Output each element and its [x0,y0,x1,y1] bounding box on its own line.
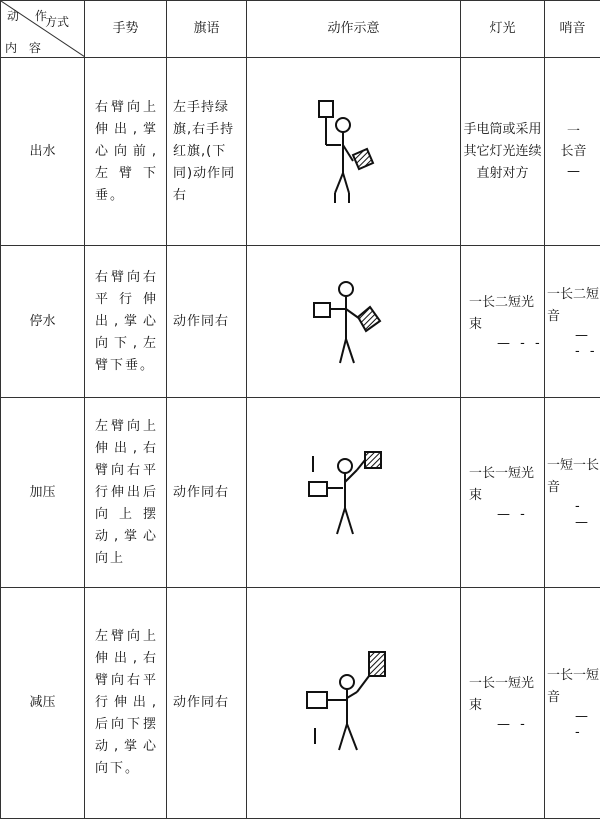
light-text: 一长一短光束 [469,466,534,503]
whistle-cell [545,588,600,819]
figure-head [340,675,354,689]
content-cell: 停水 [1,246,85,398]
red-flag-shape [365,452,381,468]
diagram-cell [247,246,461,398]
gesture-cell: 左臂向上伸出,右臂向右平行伸出,后向下摆动,掌心向下。 [85,588,167,819]
header-row [1,1,600,58]
water-stop-figure [304,277,404,367]
header-gesture: 手势 [85,1,167,58]
table-row-pressure-up [1,398,600,588]
flag-cell: 左手持绿旗,右手持红旗,(下同)动作同右 [167,58,247,246]
light-pattern: — - - [469,336,544,352]
whistle-cell [545,246,600,398]
light-text: 一长二短光束 [469,295,534,332]
whistle-cell [545,398,600,588]
diagram-cell [247,398,461,588]
corner-action-label: 动 作 [7,5,53,27]
table-row-pressure-down [1,588,600,819]
red-flag-shape [353,149,373,169]
green-flag-shape [307,692,327,708]
light-cell [461,398,545,588]
corner-header-cell [1,1,85,58]
corner-content-label: 内 容 [5,37,45,59]
green-flag-shape [314,303,330,317]
figure-head [339,282,353,296]
gesture-cell: 左臂向上伸出,右臂向右平行伸出后向上摆动,掌心向上 [85,398,167,588]
light-text: 一长一短光束 [469,676,534,713]
header-diagram: 动作示意 [247,1,461,58]
header-whistle: 哨音 [545,1,600,58]
corner-method-label: 方式 [45,11,69,33]
diagram-cell [247,588,461,819]
gesture-cell: 右臂向上伸出,掌心向前,左臂下垂。 [85,58,167,246]
content-cell: 出水 [1,58,85,246]
whistle-pattern: - — [547,499,600,531]
whistle-pattern: — - [547,709,600,741]
whistle-text: 一长一短音 [547,668,599,705]
figure-head [336,118,350,132]
content-cell: 减压 [1,588,85,819]
whistle-pattern: — - - [547,328,600,360]
light-pattern: — - [469,507,544,523]
red-flag-shape [369,652,385,676]
diagram-cell [247,58,461,246]
whistle-text: 一短一长音 [547,458,599,495]
content-cell: 加压 [1,398,85,588]
gesture-cell: 右臂向右平行伸出,掌心向下,左臂下垂。 [85,246,167,398]
header-light: 灯光 [461,1,545,58]
green-flag-shape [309,482,327,496]
header-flag-signal: 旗语 [167,1,247,58]
whistle-cell: 一 长音 — [545,58,600,246]
red-flag-shape [358,307,380,331]
water-out-figure [309,97,399,207]
light-pattern: — - [469,717,544,733]
flag-cell: 动作同右 [167,246,247,398]
whistle-text: 一长二短音 [547,287,599,324]
pressure-down-figure [299,648,409,758]
table-row-water-stop [1,246,600,398]
pressure-up-figure [299,448,409,538]
green-flag-shape [319,101,333,117]
flag-cell: 动作同右 [167,588,247,819]
light-cell [461,588,545,819]
figure-head [338,459,352,473]
table-row-water-out [1,58,600,246]
flag-cell: 动作同右 [167,398,247,588]
light-cell: 手电筒或采用其它灯光连续直射对方 [461,58,545,246]
light-cell [461,246,545,398]
